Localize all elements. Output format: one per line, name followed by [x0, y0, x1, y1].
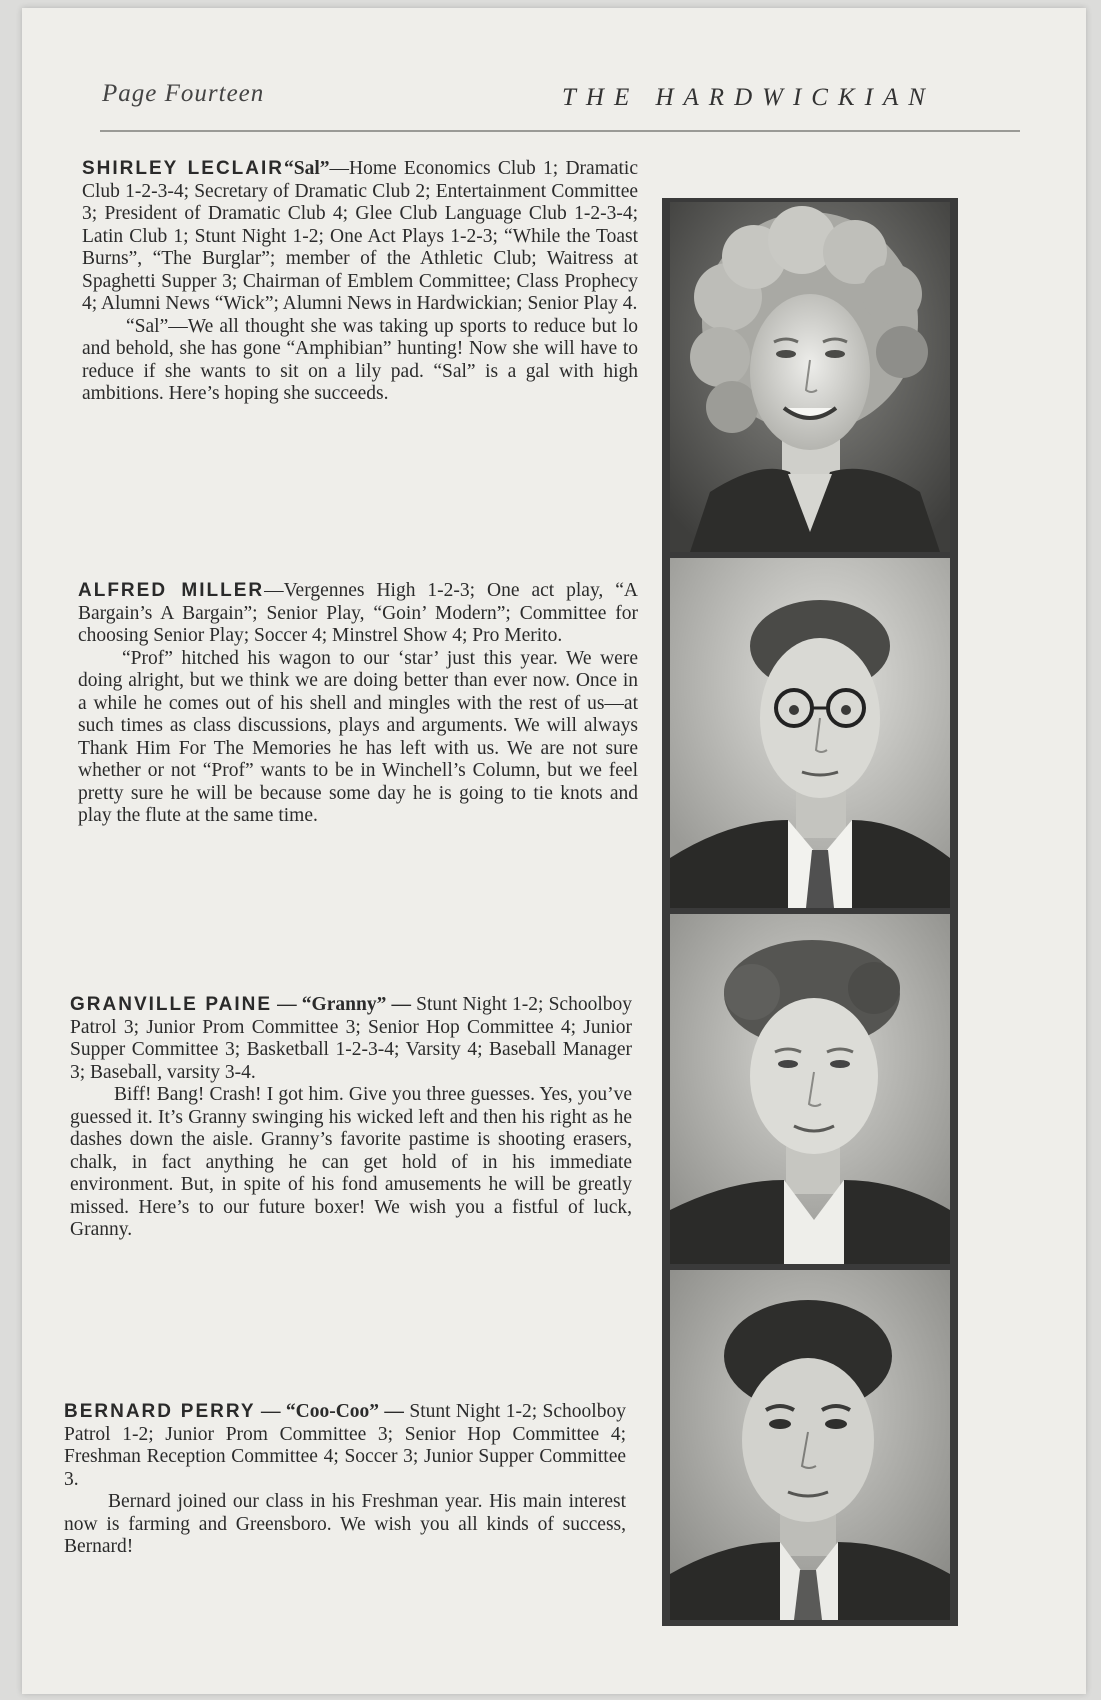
senior-entry	[64, 1401, 626, 1559]
senior-write-up: “Sal”—We all thought she was taking up sports to reduce but lo and behold, she has gone “Amphibian” hunting! Now she will have to reduce if she wants to sit on a lily pad. “Sal” is a gal with high ambitions. Here’s hoping she succeeds.	[82, 315, 638, 404]
portrait-photo-shirley	[670, 202, 950, 552]
senior-write-up: Bernard joined our class in his Freshman year. His main interest now is farming and Greensboro. We wish you all kinds of success, Bernard!	[64, 1491, 626, 1557]
portrait-strip	[662, 198, 958, 1626]
page-number-label: Page Fourteen	[102, 80, 265, 107]
publication-title: THE HARDWICKIAN	[562, 84, 935, 111]
activities-list: Stunt Night 1-2; Schoolboy Patrol 1-2; Junior Prom Committee 3; Senior Hop Committee 4; Freshman Reception Committee 4; Soccer 3; Junior Supper Committee 3.	[64, 1401, 626, 1490]
yearbook-page	[22, 8, 1086, 1694]
entry-bio	[64, 1401, 626, 1491]
senior-name: BERNARD PERRY	[64, 1401, 256, 1422]
senior-name: ALFRED MILLER	[78, 580, 265, 601]
entry-bio	[82, 158, 638, 316]
activities-list: —Home Economics Club 1; Dramatic Club 1-2-3-4; Secretary of Dramatic Club 2; Entertainment Committee 3; President of Dramatic Club 4; Glee Club Language Club 1-2-3-4; Latin Club 1; Stunt Night 1-2; One Act Plays 1-2-3; “While the Toast Burns”, “The Burglar”; member of the Athletic Club; Waitress at Spaghetti Supper 3; Chairman of Emblem Committee; Class Prophecy 4; Alumni News “Wick”; Alumni News in Hardwickian; Senior Play 4.	[82, 158, 639, 314]
senior-write-up: Biff! Bang! Crash! I got him. Give you three guesses. Yes, you’ve guessed it. It’s Granny swinging his wicked left and then his right as he dashes down the aisle. Granny’s favorite pastime is shooting erasers, chalk, in fact anything he can get hold of in his immediate environment. But, in spite of his fond amusements he will be greatly missed. Here’s to our future boxer! We wish you a fistful of luck, Granny.	[70, 1084, 632, 1240]
portrait-photo-bernard	[670, 1270, 950, 1620]
senior-name: GRANVILLE PAINE	[70, 994, 272, 1015]
senior-nickname: “Sal”	[284, 158, 330, 179]
activities-list: —Vergennes High 1-2-3; One act play, “A Bargain’s A Bargain”; Senior Play, “Goin’ Modern”; Committee for choosing Senior Play; Soccer 4; Minstrel Show 4; Pro Merito.	[78, 580, 638, 646]
senior-nickname: — “Granny” —	[272, 994, 417, 1015]
entry-bio	[70, 994, 632, 1084]
senior-write-up: “Prof” hitched his wagon to our ‘star’ just this year. We were doing alright, but we think we are doing better than ever now. Once in a while he comes out of his shell and mingles with the rest of us—at such times as class discussions, plays and arguments. We will always Thank Him For The Memories he has left with us. We are not sure whether or not “Prof” wants to be in Winchell’s Column, but we feel pretty sure he will be because some day he is going to tie knots and play the flute at the same time.	[78, 647, 638, 826]
activities-list: Stunt Night 1-2; Schoolboy Patrol 3; Junior Prom Committee 3; Senior Hop Committee 4; Junior Supper Committee 3; Basketball 1-2-3-4; Varsity 4; Baseball Manager 3; Baseball, varsity 3-4.	[70, 994, 633, 1083]
senior-entry	[78, 580, 638, 828]
senior-name: SHIRLEY LECLAIR	[82, 158, 284, 179]
senior-nickname: — “Coo-Coo” —	[255, 1401, 410, 1422]
senior-entry	[82, 158, 638, 406]
entry-bio	[78, 580, 638, 648]
header-divider	[100, 130, 1020, 132]
senior-entry	[70, 994, 632, 1242]
portrait-photo-granville	[670, 914, 950, 1264]
portrait-photo-alfred	[670, 558, 950, 908]
